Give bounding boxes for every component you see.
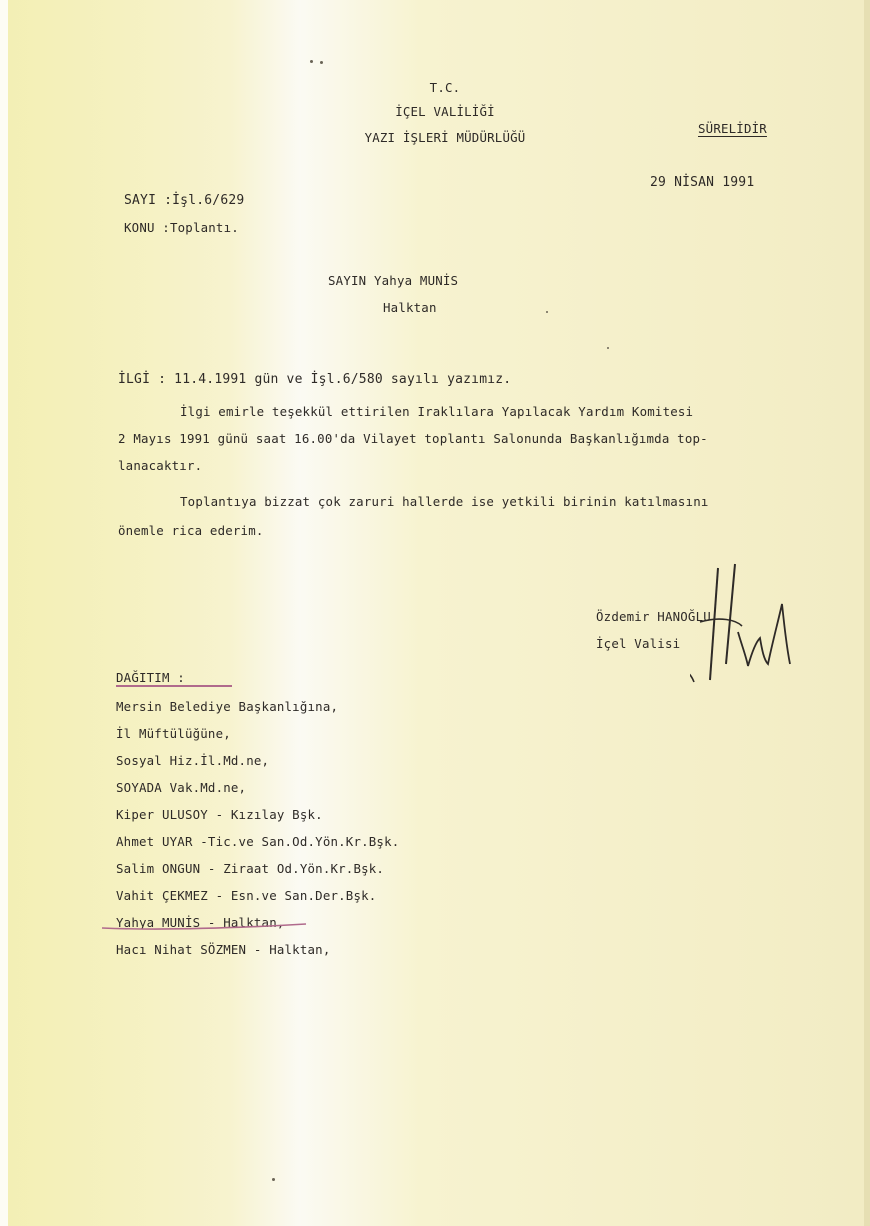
distribution-item: Mersin Belediye Başkanlığına, <box>116 699 339 714</box>
body-paragraph-1-line-2: 2 Mayıs 1991 günü saat 16.00'da Vilayet toplantı Salonunda Başkanlığımda top- <box>118 431 708 446</box>
addressee-name: SAYIN Yahya MUNİS <box>328 273 459 288</box>
distribution-item: Sosyal Hiz.İl.Md.ne, <box>116 753 270 768</box>
handwritten-signature <box>690 560 800 690</box>
signatory-name: Özdemir HANOĞLU <box>596 609 711 624</box>
distribution-heading-underline <box>116 685 232 687</box>
addressee-org: Halktan <box>383 300 437 315</box>
distribution-item: Ahmet UYAR -Tic.ve San.Od.Yön.Kr.Bşk. <box>116 834 400 849</box>
paper-speck <box>320 61 323 64</box>
distribution-item: Vahit ÇEKMEZ - Esn.ve San.Der.Bşk. <box>116 888 377 903</box>
signatory-title: İçel Valisi <box>596 636 681 651</box>
paper-speck <box>272 1178 275 1181</box>
reference-number: SAYI :İşl.6/629 <box>124 193 245 208</box>
ilgi-line: İLGİ : 11.4.1991 gün ve İşl.6/580 sayılı yazımız. <box>118 372 512 387</box>
paper-speck <box>310 60 313 63</box>
body-paragraph-2-line-2: önemle rica ederim. <box>118 523 264 538</box>
body-paragraph-2-line-1: Toplantıya bizzat çok zaruri hallerde ise yetkili birinin katılmasını <box>180 494 709 509</box>
distribution-heading: DAĞITIM : <box>116 670 185 685</box>
distribution-item: Kiper ULUSOY - Kızılay Bşk. <box>116 807 323 822</box>
subject-line: KONU :Toplantı. <box>124 220 239 235</box>
distribution-item: Hacı Nihat SÖZMEN - Halktan, <box>116 942 331 957</box>
header-country: T.C. <box>429 80 461 95</box>
paper-edge-left <box>0 0 8 1226</box>
distribution-item: Salim ONGUN - Ziraat Od.Yön.Kr.Bşk. <box>116 861 385 876</box>
letter-date: 29 NİSAN 1991 <box>650 175 755 190</box>
urgency-label: SÜRELİDİR <box>698 121 767 136</box>
header-governorship: İÇEL VALİLİĞİ <box>395 104 495 119</box>
body-paragraph-1-line-3: lanacaktır. <box>118 458 203 473</box>
distribution-item: İl Müftülüğüne, <box>116 726 231 741</box>
paper-edge-right <box>864 0 870 1226</box>
paper-speck <box>607 347 609 349</box>
distribution-item: SOYADA Vak.Md.ne, <box>116 780 247 795</box>
distribution-item-highlighted: Yahya MUNİS - Halktan, <box>116 915 285 930</box>
body-paragraph-1-line-1: İlgi emirle teşekkül ettirilen Iraklılara Yapılacak Yardım Komitesi <box>180 404 694 419</box>
pen-underline-mark <box>100 923 310 931</box>
header-department: YAZI İŞLERİ MÜDÜRLÜĞÜ <box>364 130 526 145</box>
paper-speck <box>546 311 548 313</box>
